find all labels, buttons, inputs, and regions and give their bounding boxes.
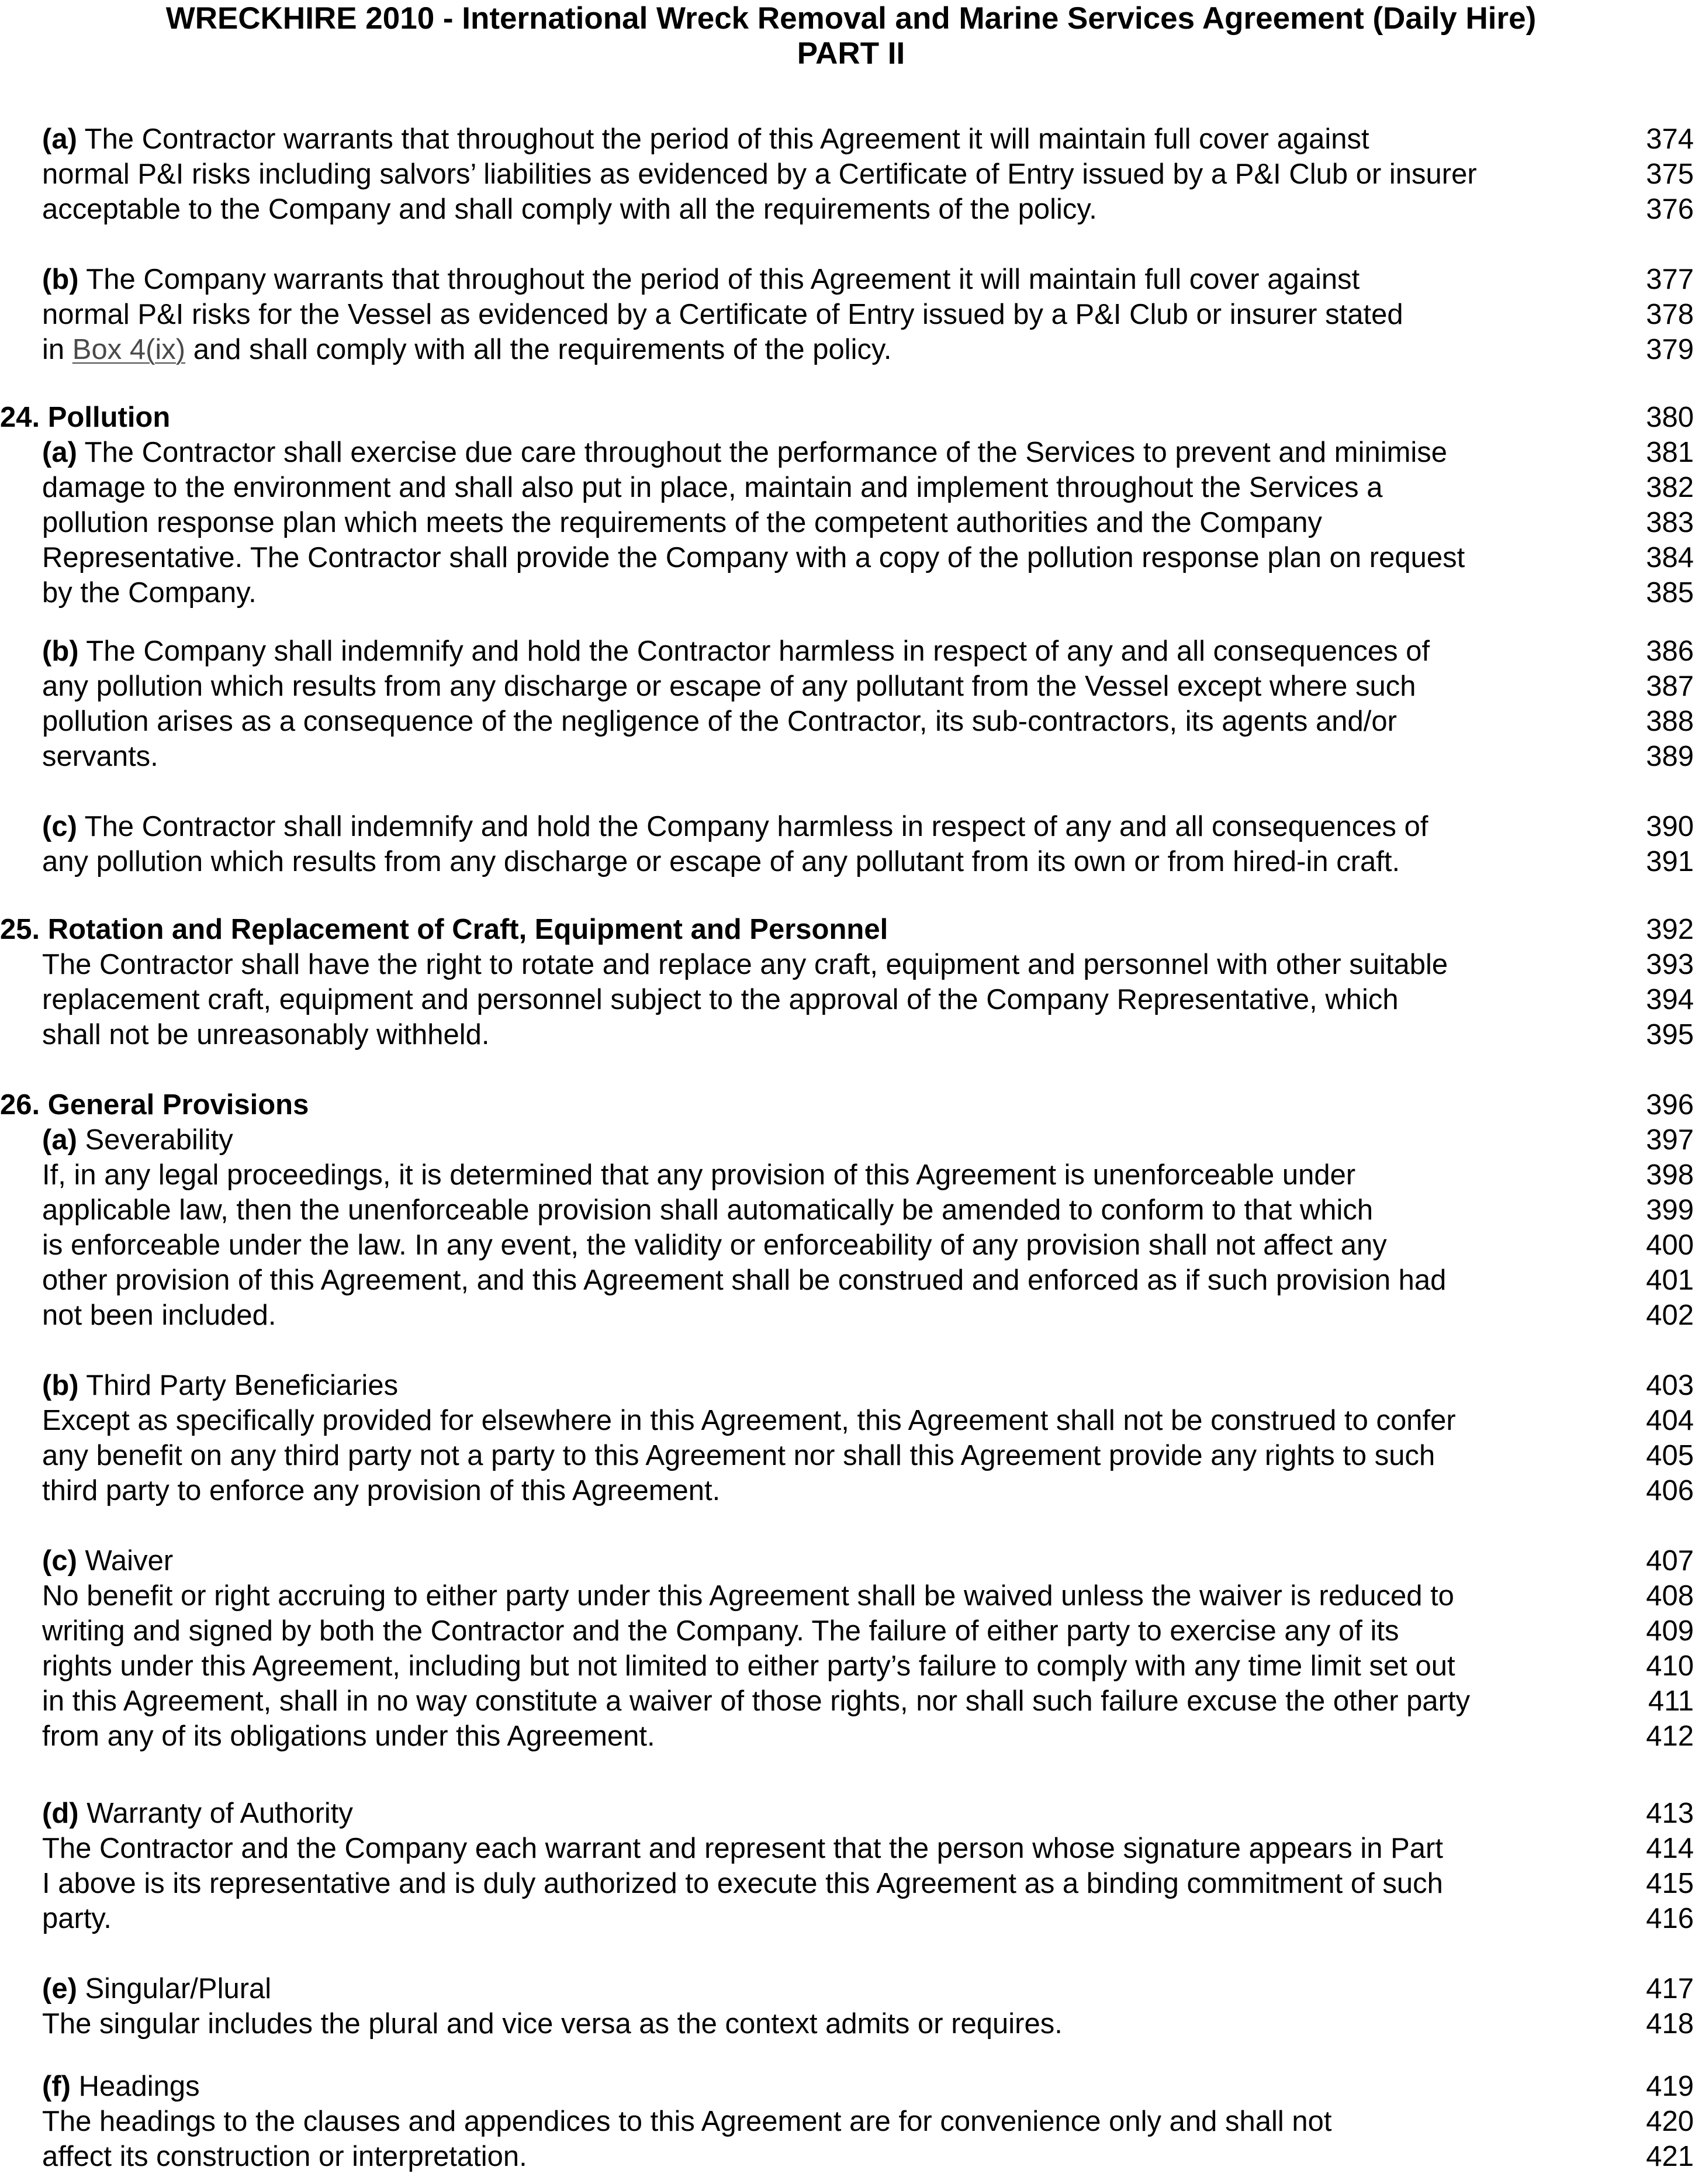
clause-text: damage to the environment and shall also put in place, maintain and implement throughout the Services a: [42, 472, 1383, 503]
clause-text-line: [42, 1018, 489, 1051]
clause-text-line: [42, 1902, 112, 1935]
clause-text: and shall comply with all the requirements of the policy.: [185, 334, 892, 365]
clause-text: Warranty of Authority: [78, 1798, 353, 1829]
clause-text: Waiver: [77, 1545, 174, 1577]
clause-text-line: [42, 845, 1400, 878]
clause-text: in: [42, 334, 72, 365]
clause-text-line: [42, 506, 1322, 539]
clause-text-line: [42, 1797, 353, 1830]
line-number: 393: [1646, 949, 1694, 980]
line-number: 397: [1646, 1124, 1694, 1156]
line-number: 396: [1646, 1089, 1694, 1121]
line-number: 390: [1646, 811, 1694, 842]
clause-text-line: [42, 1685, 1470, 1718]
clause-text-line: [42, 1650, 1455, 1682]
clause-text: The Company warrants that throughout the period of this Agreement it will maintain full cover against: [78, 264, 1360, 295]
line-number: 417: [1646, 1973, 1694, 2005]
line-number: 389: [1646, 741, 1694, 772]
line-number: 408: [1646, 1580, 1694, 1612]
clause-text-line: [42, 1194, 1373, 1226]
line-number: 384: [1646, 542, 1694, 573]
subclause-label: (f): [42, 2071, 71, 2102]
clause-text: pollution arises as a consequence of the negligence of the Contractor, its sub-contractors, its agents and/or: [42, 706, 1397, 737]
clause-heading: [0, 1088, 309, 1121]
line-number: 385: [1646, 577, 1694, 609]
clause-text: Singular/Plural: [77, 1973, 272, 2005]
clause-text-line: [42, 158, 1477, 191]
line-number: 403: [1646, 1370, 1694, 1401]
clause-text: any pollution which results from any discharge or escape of any pollutant from the Vessel except where such: [42, 671, 1416, 702]
line-number: 378: [1646, 299, 1694, 330]
line-number: 400: [1646, 1229, 1694, 1261]
clause-text: The headings to the clauses and appendices to this Agreement are for convenience only and shall not: [42, 2106, 1332, 2137]
clause-text: by the Company.: [42, 577, 257, 609]
clause-text-line: [42, 2105, 1331, 2138]
clause-text-line: [42, 1615, 1399, 1647]
clause-text-line: [42, 810, 1428, 843]
clause-text-line: [42, 1580, 1454, 1612]
clause-text-line: [42, 541, 1465, 574]
line-number: 398: [1646, 1159, 1694, 1191]
clause-text-line: [42, 1867, 1443, 1900]
clause-text: The Contractor and the Company each warrant and represent that the person whose signature appears in Part: [42, 1833, 1443, 1864]
clause-text: normal P&I risks for the Vessel as evidenced by a Certificate of Entry issued by a P&I Club or insurer stated: [42, 299, 1403, 330]
clause-text: any pollution which results from any discharge or escape of any pollutant from its own or from hired-in craft.: [42, 846, 1400, 877]
line-number: 399: [1646, 1194, 1694, 1226]
line-number: 380: [1646, 402, 1694, 433]
subclause-label: (b): [42, 635, 79, 667]
clause-heading-text: 24. Pollution: [0, 402, 171, 433]
clause-text-line: [42, 1439, 1435, 1472]
clause-text: The Contractor shall have the right to rotate and replace any craft, equipment and personnel with other suitable: [42, 949, 1448, 980]
line-number: 407: [1646, 1545, 1694, 1577]
clause-text: Third Party Beneficiaries: [78, 1370, 399, 1401]
clause-text: The Contractor warrants that throughout the period of this Agreement it will maintain full cover against: [77, 123, 1369, 155]
clause-text: I above is its representative and is duly authorized to execute this Agreement as a binding commitment of such: [42, 1868, 1443, 1899]
clause-text: servants.: [42, 741, 158, 772]
clause-text-line: [42, 948, 1448, 981]
line-number: 391: [1646, 846, 1694, 877]
clause-text: rights under this Agreement, including but not limited to either party’s failure to comply with any time limit set out: [42, 1650, 1455, 1682]
clause-text-line: [42, 2007, 1063, 2040]
line-number: 402: [1646, 1300, 1694, 1331]
clause-text: is enforceable under the law. In any event, the validity or enforceability of any provision shall not affect any: [42, 1229, 1387, 1261]
clause-text: party.: [42, 1903, 112, 1934]
line-number: 410: [1646, 1650, 1694, 1682]
clause-text-line: [42, 1369, 398, 1402]
subclause-label: (b): [42, 264, 79, 295]
subclause-label: (a): [42, 437, 77, 468]
clause-text-line: [42, 1229, 1387, 1262]
clause-text-line: [42, 740, 158, 773]
line-number: 381: [1646, 437, 1694, 468]
clause-text-line: [42, 193, 1097, 226]
clause-text: from any of its obligations under this Agreement.: [42, 1720, 655, 1752]
clause-text: If, in any legal proceedings, it is determined that any provision of this Agreement is unenforceable under: [42, 1159, 1356, 1191]
clause-text-line: [42, 333, 891, 366]
document-title: WRECKHIRE 2010 - International Wreck Removal and Marine Services Agreement (Daily Hire): [165, 1, 1537, 36]
subclause-label: (c): [42, 811, 77, 842]
line-number: 416: [1646, 1903, 1694, 1934]
clause-text-line: [42, 263, 1359, 296]
clause-text-line: [42, 635, 1430, 668]
line-number: 418: [1646, 2008, 1694, 2040]
clause-text-line: [42, 471, 1383, 504]
line-number: 413: [1646, 1798, 1694, 1829]
clause-text-line: [42, 436, 1447, 469]
clause-text: normal P&I risks including salvors’ liabilities as evidenced by a Certificate of Entry issued by a P&I Club or insurer: [42, 158, 1477, 190]
clause-text: The singular includes the plural and vice versa as the context admits or requires.: [42, 2008, 1063, 2040]
clause-text-line: [42, 123, 1369, 155]
clause-text: pollution response plan which meets the requirements of the competent authorities and the Company: [42, 507, 1322, 538]
line-number: 395: [1646, 1019, 1694, 1050]
line-number: 383: [1646, 507, 1694, 538]
box-reference-link[interactable]: Box 4(ix): [72, 334, 186, 365]
line-number: 404: [1646, 1405, 1694, 1436]
line-number: 412: [1646, 1720, 1694, 1752]
line-number: 379: [1646, 334, 1694, 365]
line-number: 405: [1646, 1440, 1694, 1471]
line-number: 374: [1646, 123, 1694, 155]
clause-text-line: [42, 1404, 1456, 1437]
line-number: 387: [1646, 671, 1694, 702]
subclause-label: (a): [42, 1124, 77, 1156]
line-number: 406: [1646, 1475, 1694, 1506]
clause-heading-text: 25. Rotation and Replacement of Craft, Equipment and Personnel: [0, 914, 888, 945]
line-number: 415: [1646, 1868, 1694, 1899]
clause-text-line: [42, 576, 257, 609]
clause-text-line: [42, 1299, 276, 1332]
line-number: 411: [1648, 1685, 1694, 1717]
line-number: 401: [1646, 1264, 1694, 1296]
clause-text-line: [42, 1544, 173, 1577]
line-number: 388: [1646, 706, 1694, 737]
clause-text-line: [42, 1159, 1355, 1191]
clause-text: in this Agreement, shall in no way constitute a waiver of those rights, nor shall such failure excuse the other party: [42, 1685, 1471, 1717]
clause-heading-text: 26. General Provisions: [0, 1089, 309, 1121]
clause-text: third party to enforce any provision of this Agreement.: [42, 1475, 721, 1506]
line-number: 375: [1646, 158, 1694, 190]
clause-text-line: [42, 670, 1416, 703]
subclause-label: (c): [42, 1545, 77, 1577]
clause-text: The Contractor shall exercise due care throughout the performance of the Services to prevent and minimise: [77, 437, 1448, 468]
clause-text-line: [42, 1720, 655, 1753]
clause-text-line: [42, 1124, 233, 1156]
clause-text: Severability: [77, 1124, 233, 1156]
clause-text: writing and signed by both the Contractor and the Company. The failure of either party to exercise any of its: [42, 1615, 1399, 1647]
document-part-title: PART II: [797, 36, 905, 71]
clause-text: affect its construction or interpretation.: [42, 2141, 527, 2172]
clause-text: other provision of this Agreement, and this Agreement shall be construed and enforced as if such provision had: [42, 1264, 1447, 1296]
line-number: 414: [1646, 1833, 1694, 1864]
line-number: 376: [1646, 193, 1694, 225]
clause-heading: [0, 401, 170, 434]
clause-text-line: [42, 2070, 200, 2103]
clause-text: Except as specifically provided for elsewhere in this Agreement, this Agreement shall not be construed to confer: [42, 1405, 1456, 1436]
clause-text-line: [42, 1832, 1443, 1865]
clause-text-line: [42, 705, 1397, 738]
line-number: 386: [1646, 635, 1694, 667]
line-number: 419: [1646, 2071, 1694, 2102]
line-number: 377: [1646, 264, 1694, 295]
clause-text: Headings: [70, 2071, 200, 2102]
clause-text: shall not be unreasonably withheld.: [42, 1019, 490, 1050]
subclause-label: (d): [42, 1798, 79, 1829]
clause-text: applicable law, then the unenforceable provision shall automatically be amended to conform to that which: [42, 1194, 1374, 1226]
clause-text-line: [42, 1264, 1446, 1297]
line-number: 394: [1646, 984, 1694, 1015]
clause-text: not been included.: [42, 1300, 276, 1331]
clause-text-line: [42, 2140, 527, 2173]
clause-text: The Contractor shall indemnify and hold the Company harmless in respect of any and all consequences of: [77, 811, 1428, 842]
subclause-label: (b): [42, 1370, 79, 1401]
subclause-label: (e): [42, 1973, 77, 2005]
line-number: 392: [1646, 914, 1694, 945]
clause-text-line: [42, 1474, 720, 1507]
clause-text-line: [42, 983, 1399, 1016]
clause-text: replacement craft, equipment and personnel subject to the approval of the Company Representative, which: [42, 984, 1399, 1015]
clause-text: acceptable to the Company and shall comply with all the requirements of the policy.: [42, 193, 1097, 225]
line-number: 382: [1646, 472, 1694, 503]
clause-text: Representative. The Contractor shall provide the Company with a copy of the pollution response plan on request: [42, 542, 1465, 573]
clause-text-line: [42, 298, 1403, 331]
clause-text-line: [42, 1972, 271, 2005]
clause-text: any benefit on any third party not a party to this Agreement nor shall this Agreement provide any rights to such: [42, 1440, 1435, 1471]
line-number: 409: [1646, 1615, 1694, 1647]
clause-text: No benefit or right accruing to either party under this Agreement shall be waived unless the waiver is reduced to: [42, 1580, 1454, 1612]
clause-heading: [0, 913, 888, 946]
clause-text: The Company shall indemnify and hold the Contractor harmless in respect of any and all consequences of: [78, 635, 1430, 667]
line-number: 421: [1646, 2141, 1694, 2172]
subclause-label: (a): [42, 123, 77, 155]
line-number: 420: [1646, 2106, 1694, 2137]
